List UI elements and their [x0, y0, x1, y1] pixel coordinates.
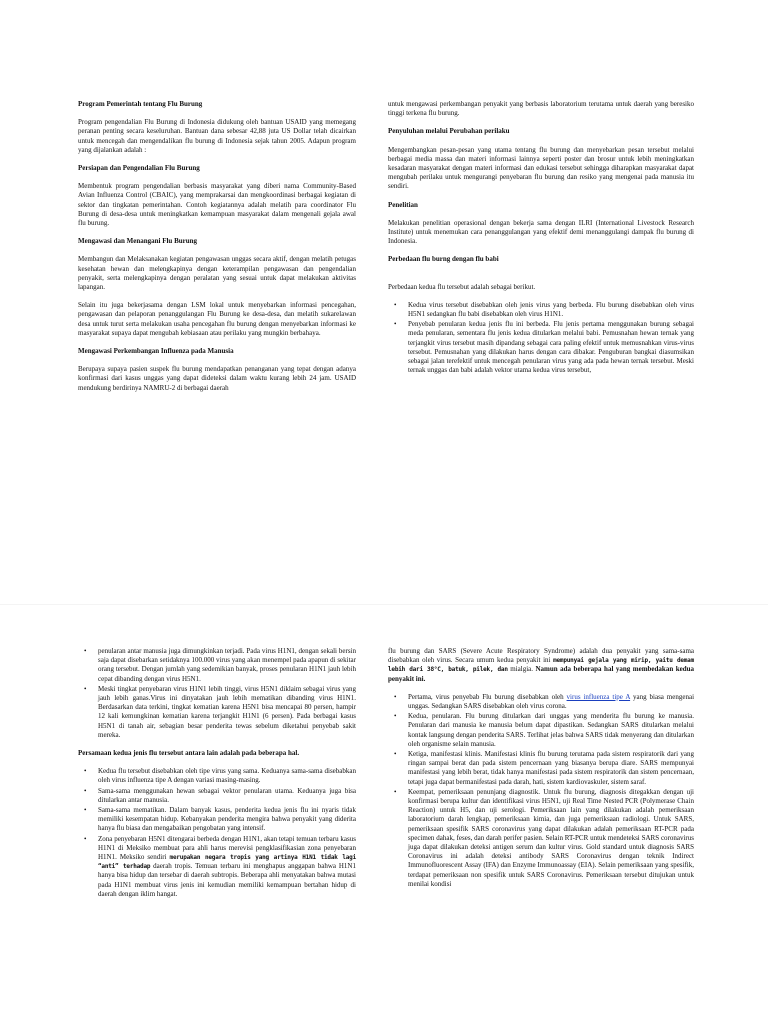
sars-text-b: mialgia. — [510, 665, 533, 674]
heading-program-pemerintah: Program Pemerintah tentang Flu Burung — [78, 100, 203, 108]
paragraph-continued: untuk mengawasi perkembangan penyakit yang berbasis laboratorium terutama untuk daerah yang beresiko tinggi terkena flu burung. — [388, 100, 694, 118]
heading-penyuluhan: Penyuluhan melalui Perubahan perilaku — [388, 127, 510, 136]
list-item: • Sama-sama mematikan. Dalam banyak kasus, penderita kedua jenis flu ini nyaris tidak memiliki kesempatan hidup. Kebanyakan penderita mengira bahwa penyakit yang diderita hanya flu biasa dan mengabaikan pengobatan yang intensif. — [98, 806, 356, 834]
heading-persamaan: Persamaan kedua jenis flu tersebut antara lain adalah pada beberapa hal. — [78, 749, 300, 758]
page1-left-column — [78, 100, 356, 402]
paragraph-intro: Program pengendalian Flu Burung di Indonesia didukung oleh bantuan USAID yang memegang peranan penting secara keseluruhan. Bantuan dana sebesar 42,88 juta US Dollar telah dicairkan untuk mencegah dan mengendalikan flu burung di Indonesia sejak tahun 2005. Adapun program yang dijalankan adalah : — [78, 118, 356, 154]
sars-handwritten-text: mempunyai gejala yang mirip, yaitu demam lebih dari 38°C, batuk, pilek, dan — [388, 657, 695, 674]
paragraph-perkembangan: Berupaya supaya pasien suspek flu burung mendapatkan penanganan yang tepat dengan adanya konfirmasi dari kasus unggas yang dapat dideteksi dalam waktu kurang lebih 24 jam. USAID mendukung berdirinya NAMRU-2 di berbagai daerah — [78, 365, 356, 392]
list-item: • Kedua flu tersebut disebabkan oleh tipe virus yang sama. Keduanya sama-sama disebabkan oleh virus influenza tipe A dengan variasi masing-masing. — [98, 767, 356, 785]
sars-text-a: flu burung dan SARS (Severe Acute Respiratory Syndrome) adalah dua penyakit yang sama-sama disebabkan oleh virus. Secara umum kedua penyakit ini — [388, 647, 694, 665]
perbedaan-list — [388, 301, 694, 376]
page-separator — [0, 604, 768, 605]
list-item: • Kedua, penularan. Flu burung ditularkan dari unggas yang menderita flu burung ke manusia. Penularan dari manusia ke manusia belum dapat dipastikan. Sedangkan SARS ditularkan melalui kontak langsung dengan penderita SARS. Terlihat jelas bahwa SARS tidak menyerang dan ditularkan oleh organisme selain manusia. — [408, 712, 694, 749]
heading-perkembangan: Mengawasi Perkembangan Influenza pada Manusia — [78, 347, 234, 356]
list-item: • Sama-sama menggunakan hewan sebagai vektor penularan utama. Keduanya juga bisa ditularkan antar manusia. — [98, 787, 356, 805]
list-item: • Meski tingkat penyebaran virus H1N1 lebih tinggi, virus H5N1 diklaim sebagai virus yang jauh lebih ganas.Virus ini dinyatakan jauh lebih mematikan dibanding virus H1N1. Berdasarkan data terkini, tingkat kematian karena H5N1 bisa mencapai 80 persen, hampir 12 kali kemungkinan kematian karena terjangkit H1N1 (6 persen). Pada berbagai kasus H5N1 di tanah air, sebagian besar penderita tewas sebelum diketahui penyebab sakit mereka. — [98, 685, 356, 740]
paragraph-lsm: Selain itu juga bekerjasama dengan LSM lokal untuk menyebarkan informasi pencegahan, pengawasan dan pelaporan penanggulangan Flu Burung ke desa-desa, dan melatih sukarelawan desa untuk turut serta melakukan usaha pencegahan flu burung dengan menyebarkan informasi ke masyarakat supaya dapat mengubah kebiasaan atau perilaku yang mungkin berbahaya. — [78, 301, 356, 337]
paragraph-sars-intro — [388, 647, 694, 684]
virus-influenza-link[interactable]: virus influenza tipe A — [566, 692, 631, 701]
zona-text-b: daerah tropis. Temuan terbaru ini menghapus anggapan bahwa H1N1 hanya bisa hidup dan tersebar di daerah subtropis. Beberapa ahli menyatakan bahwa mutasi pada H1N1 membuat virus jenis ini kemudian memiliki kemampuan bertahan hidup di daerah dengan iklim hangat. — [98, 862, 356, 898]
page2-right-column — [388, 647, 694, 897]
paragraph-perbedaan: Perbedaan kedua flu tersebut adalah sebagai berikut. — [388, 282, 536, 291]
list-item — [408, 693, 694, 711]
paragraph-mengawasi: Membangun dan Melaksanakan kegiatan pengawasan unggas secara aktif, dengan melatih petugas kesehatan hewan dan melengkapinya dengan keterampilan pengawasan dan pengendalian penyakit, serta melengkapinya dengan peralatan yang sesuai untuk dapat melakukan aktivitas lapangan. — [78, 255, 356, 292]
list-item: • Kedua virus tersebut disebabkan oleh jenis virus yang berbeda. Flu burung disebabkan oleh virus H5N1 sedangkan flu babi disebabkan oleh virus H1N1. — [408, 301, 694, 319]
heading-perbedaan: Perbedaan flu burng dengan flu babi — [388, 255, 499, 264]
heading-penelitian: Penelitian — [388, 200, 418, 209]
list-item: • Ketiga, manifestasi klinis. Manifestasi klinis flu burung terutama pada sistem respiratorik dari yang ringan sampai berat dan pada sistem pencernaan yang biasanya berupa diare. SARS mempunyai manifestasi yang lebih berat, tidak hanya manifestasi pada sistem respiratorik dan sistem pencernaan, tetapi juga dapat bermanifestasi pada darah, hati, sistem kardiovaskuler, sistem saraf. — [408, 750, 694, 787]
heading-persiapan: Persiapan dan Pengendalian Flu Burung — [78, 164, 200, 173]
paragraph-penyuluhan: Mengembangkan pesan-pesan yang utama tentang flu burung dan menyebarkan pesan tersebut melalui berbagai media massa dan materi informasi lainnya seperti poster dan brosur untuk lebih meningkatkan kesadaran masyarakat dengan materi informasi dan edukasi tersebut sehingga diharapkan masyarakat dapat mengubah perilaku untuk mengurangi penyebaran flu burung dan resiko yang mengenai pada manusia itu sendiri. — [388, 145, 694, 191]
zona-handwritten-text: merupakan negara tropis yang artinya H1N1 tidak lagi “anti” terhadap — [98, 854, 356, 871]
b1-text-b: yang biasa mengenai unggas. Sedangkan SARS disebabkan oleh virus corona. — [408, 692, 695, 711]
paragraph-persiapan: Membentuk program pengendalian berbasis masyarakat yang diberi nama Community-Based Avian Influenza Control (CBAIC), yang memprakarsai dan mengkoordinasi berbagai kegiatan di sektor dan tingkatan pemerintahan. Contoh kegiatannya adalah melatih para coordinator Flu Burung di desa-desa untuk meningkatkan kemampuan masyarakat dalam mengenali gejala awal flu burung. — [78, 182, 356, 228]
persamaan-list — [78, 767, 356, 899]
continued-list — [78, 647, 356, 740]
heading-mengawasi: Mengawasi dan Menangani Flu Burung — [78, 237, 198, 246]
paragraph-penelitian: Melakukan penelitian operasional dengan bekerja sama dengan ILRI (International Livestock Research Institute) untuk menemukan cara penanggulangan yang efektif demi menanggulangi dampak flu burung di Indonesia. — [388, 218, 694, 246]
page2-left-column — [78, 647, 356, 907]
list-item: • Keempat, pemeriksaan penunjang diagnostik. Untuk flu burung, diagnosis ditegakkan dengan uji konfirmasi berupa kultur dan identifikasi virus H5N1, uji Real Time Nested PCR (Polymerase Chain Reaction) untuk H5, dan uji serologi. Pemeriksaan lain yang dilakukan adalah pemeriksaan laboratorium darah lengkap, pemeriksaan kimia, dan juga pemeriksaan radiologi. Untuk SARS, pemeriksaan spesifik SARS coronavirus yang dapat dilakukan adalah pemeriksaan RT-PCR pada specimen dahak, feses, dan darah perifer pasien. Selain RT-PCR untuk mendeteksi SARS coronavirus juga dapat dilakukan deteksi antigen serum dan kultur virus. Gold standard untuk diagnosis SARS Coronavirus ini adalah deteksi antibody SARS Coronavirus dengan teknik Indirect Immunofluorescent Assay (IFA) dan Enzyme Immunoassay (EIA). Selain pemeriksaan yang spesifik, terdapat pemeriksaan non spesifik untuk SARS Coronavirus. Pemeriksaan tersebut ditujukan untuk menilai kondisi — [408, 788, 694, 889]
b1-text-a: Pertama, virus penyebab Flu burung disebabkan oleh — [408, 692, 564, 701]
list-item-continued: • penularan antar manusia juga dimungkinkan terjadi. Pada virus H1N1, dengan sekali bersin saja dapat disebarkan setidaknya 100.000 virus yang akan menempel pada apapun di sekitar orang tersebut. Dengan jumlah yang sedemikian banyak, proses penularan H1N1 jauh lebih cepat dibanding dengan virus H5N1. — [98, 647, 356, 684]
zona-text-a: Zona penyebaran H5N1 ditengarai berbeda dengan H1N1, akan tetapi temuan terbaru kasus H1N1 di Meksiko membuat para ahli harus merevisi pengklasifikasian zona penyebaran H1N1. Meksiko sendiri — [98, 834, 356, 862]
page1-right-column — [388, 100, 694, 383]
list-item: • Penyebab penularan kedua jenis flu ini berbeda. Flu jenis pertama menggunakan burung sebagai meda penularan, sementara flu jenis kedua ditularkan melalui babi. Pemusnahan hewan ternak yang terjangkit virus tersebut masih dipandang sebagai cara paling efektif untuk memusnahkan virus-virus tersebut. Pemusnahan yang dilakukan harus dengan cara dibakar. Penguburan bangkai diasumsikan sebagai jalan terefektif untuk mencegah penularan virus yang ada pada hewan ternak tersebut. Meski ternak unggas dan babi adalah vektor utama kedua virus tersebut, — [408, 320, 694, 375]
sars-list — [388, 693, 694, 889]
sars-bold-text: Namun ada beberapa hal yang membedakan kedua penyakit ini. — [388, 665, 695, 683]
list-item-zona — [98, 835, 356, 899]
